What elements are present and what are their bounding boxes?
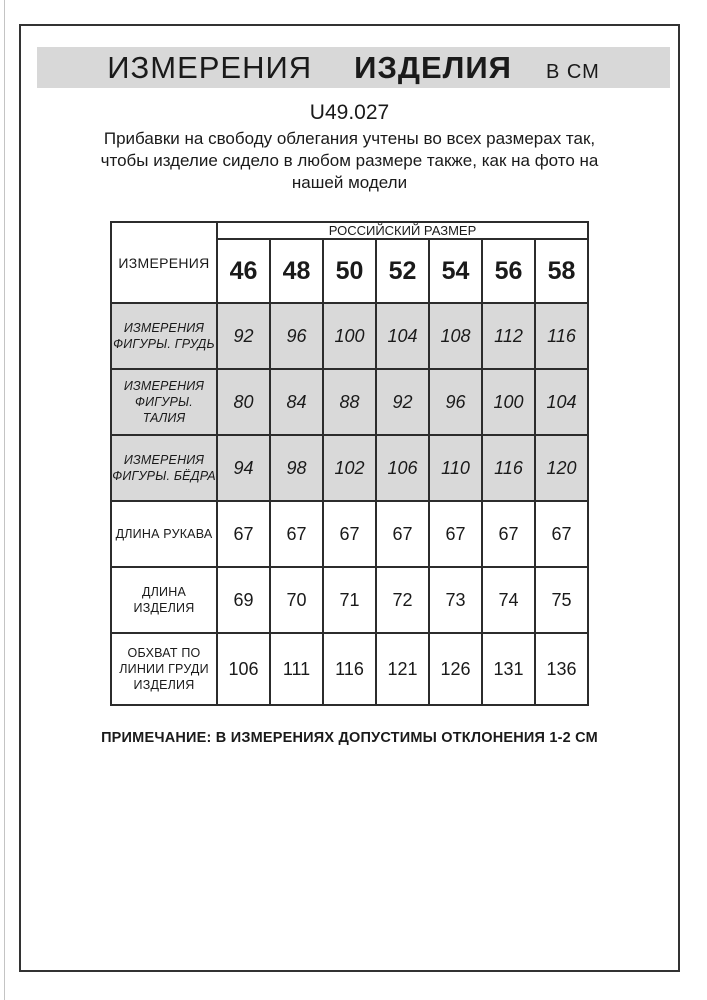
value-cell: 71 bbox=[323, 567, 376, 633]
value-cell: 74 bbox=[482, 567, 535, 633]
note-text: ПРИМЕЧАНИЕ: В ИЗМЕРЕНИЯХ ДОПУСТИМЫ ОТКЛОНЕНИЯ 1-2 СМ bbox=[101, 730, 598, 746]
table-row-item-length bbox=[111, 567, 588, 633]
value-cell: 67 bbox=[376, 501, 429, 567]
value-cell: 75 bbox=[535, 567, 588, 633]
row-label: ИЗМЕРЕНИЯ ФИГУРЫ. ТАЛИЯ bbox=[111, 369, 217, 435]
value-cell: 67 bbox=[535, 501, 588, 567]
value-cell: 106 bbox=[217, 633, 270, 705]
value-cell: 100 bbox=[482, 369, 535, 435]
value-cell: 88 bbox=[323, 369, 376, 435]
value-cell: 112 bbox=[482, 303, 535, 369]
value-cell: 94 bbox=[217, 435, 270, 501]
value-cell: 100 bbox=[323, 303, 376, 369]
value-cell: 104 bbox=[535, 369, 588, 435]
value-cell: 73 bbox=[429, 567, 482, 633]
value-cell: 102 bbox=[323, 435, 376, 501]
page-frame bbox=[19, 24, 680, 972]
value-cell: 92 bbox=[376, 369, 429, 435]
value-cell: 106 bbox=[376, 435, 429, 501]
table-row-figure-waist bbox=[111, 369, 588, 435]
value-cell: 110 bbox=[429, 435, 482, 501]
value-cell: 92 bbox=[217, 303, 270, 369]
value-cell: 131 bbox=[482, 633, 535, 705]
table-header-group-row bbox=[111, 222, 588, 239]
row-label: ДЛИНА РУКАВА bbox=[111, 501, 217, 567]
row-label: ИЗМЕРЕНИЯ ФИГУРЫ. БЁДРА bbox=[111, 435, 217, 501]
size-cell: 58 bbox=[535, 239, 588, 303]
value-cell: 67 bbox=[429, 501, 482, 567]
value-cell: 67 bbox=[482, 501, 535, 567]
intro-text: Прибавки на свободу облегания учтены во всех размерах так, чтобы изделие сидело в любом размере также, как на фото на нашей модели bbox=[100, 129, 599, 192]
title-units: В СМ bbox=[545, 61, 600, 83]
value-cell: 96 bbox=[429, 369, 482, 435]
title-banner bbox=[37, 47, 670, 88]
row-label: ИЗМЕРЕНИЯ ФИГУРЫ. ГРУДЬ bbox=[111, 303, 217, 369]
value-cell: 104 bbox=[376, 303, 429, 369]
value-cell: 80 bbox=[217, 369, 270, 435]
corner-header-cell: ИЗМЕРЕНИЯ bbox=[111, 222, 217, 303]
value-cell: 67 bbox=[323, 501, 376, 567]
value-cell: 116 bbox=[323, 633, 376, 705]
size-cell: 56 bbox=[482, 239, 535, 303]
size-table bbox=[110, 221, 589, 706]
value-cell: 136 bbox=[535, 633, 588, 705]
size-cell: 50 bbox=[323, 239, 376, 303]
row-label: ОБХВАТ ПО ЛИНИИ ГРУДИ ИЗДЕЛИЯ bbox=[111, 633, 217, 705]
value-cell: 84 bbox=[270, 369, 323, 435]
table-row-chest-girth-item bbox=[111, 633, 588, 705]
title-word-measurements: ИЗМЕРЕНИЯ bbox=[107, 50, 313, 85]
value-cell: 67 bbox=[217, 501, 270, 567]
title-word-product: ИЗДЕЛИЯ bbox=[354, 50, 512, 85]
size-cell: 48 bbox=[270, 239, 323, 303]
value-cell: 116 bbox=[482, 435, 535, 501]
value-cell: 69 bbox=[217, 567, 270, 633]
value-cell: 98 bbox=[270, 435, 323, 501]
value-cell: 70 bbox=[270, 567, 323, 633]
group-header-cell: РОССИЙСКИЙ РАЗМЕР bbox=[217, 222, 588, 239]
value-cell: 120 bbox=[535, 435, 588, 501]
value-cell: 72 bbox=[376, 567, 429, 633]
size-cell: 54 bbox=[429, 239, 482, 303]
value-cell: 126 bbox=[429, 633, 482, 705]
model-code: U49.027 bbox=[309, 101, 390, 124]
scan-edge-line bbox=[4, 0, 5, 1000]
table-row-figure-chest bbox=[111, 303, 588, 369]
value-cell: 96 bbox=[270, 303, 323, 369]
value-cell: 67 bbox=[270, 501, 323, 567]
value-cell: 111 bbox=[270, 633, 323, 705]
table-row-sleeve-length bbox=[111, 501, 588, 567]
size-cell: 52 bbox=[376, 239, 429, 303]
value-cell: 121 bbox=[376, 633, 429, 705]
value-cell: 108 bbox=[429, 303, 482, 369]
table-row-figure-hips bbox=[111, 435, 588, 501]
value-cell: 116 bbox=[535, 303, 588, 369]
size-cell: 46 bbox=[217, 239, 270, 303]
row-label: ДЛИНА ИЗДЕЛИЯ bbox=[111, 567, 217, 633]
